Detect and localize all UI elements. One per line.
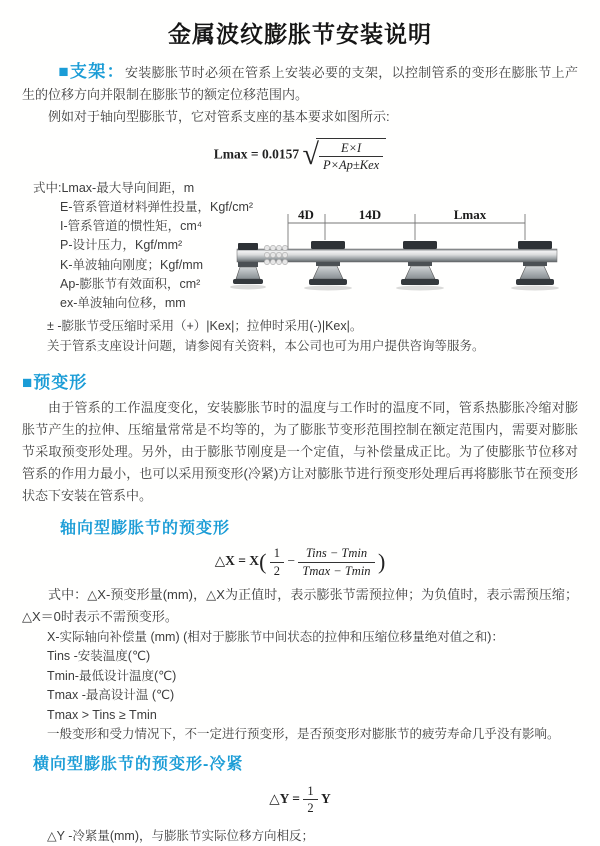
dy-half-denominator: 2 [307,801,314,816]
formula-lmax-radicand [316,138,386,173]
formula-lmax-numerator: E×I [319,141,383,157]
dim-label-14d: 14D [358,206,382,222]
definitions-and-diagram [22,179,578,313]
formula-delta-x [22,546,578,578]
formula-lmax [22,138,578,173]
definition-line: Ap-膨胀节有效面积，cm² [60,276,201,291]
definition-line: I-管系管道的惯性矩，cm⁴ [60,219,203,234]
delta-y-note: △Y -冷紧量(mm)，与膨胀节实际位移方向相反； [47,828,315,843]
axial-note-line: Tmin-最低设计温度(℃) [47,668,177,683]
guide-support [511,241,559,291]
predeform-section [22,368,578,507]
temp-numerator: Tins − Tmin [298,546,374,562]
axial-notes-list [22,628,578,745]
definition-line: E-管系管道材料弹性投量，Kgf/cm² [60,199,254,214]
definition-line: K-单波轴向刚度；Kgf/mm [60,257,204,272]
section-heading-support: ■支架： [58,62,125,81]
section-heading-predeform: ■预变形 [22,373,88,393]
fraction-temperature [298,546,374,578]
axial-note-line: 一般变形和受力情况下，不一定进行预变形，是否预变形对膨胀节的疲劳寿命几乎没有影响。 [47,727,560,742]
radical-sign-icon: √ [302,138,319,172]
axial-note-line: Tins -安装温度(℃) [47,649,151,664]
pipe-support-diagram [235,207,590,303]
half-numerator: 1 [270,546,284,562]
open-paren: ( [259,549,267,575]
close-paren: ) [377,549,386,575]
guide-support [396,241,444,291]
axial-subheading: 轴向型膨胀节的预变形 [60,520,231,538]
formula-lmax-fraction [319,141,383,173]
support-body-text: 安装膨胀节时必须在管系上安装必要的支架，以控制管系的变形在膨胀节上产生的位移方向并限制在膨胀节的额定位移范围内。 [22,65,578,102]
definition-line: 式中:Lmax-最大导向间距，m [33,180,195,195]
temp-denominator: Tmax − Tmin [302,563,371,578]
axial-note-line: X-实际轴向补偿量 (mm) (相对于膨胀节中间状态的拉伸和压缩位移量绝对值之和)： [47,629,504,644]
plus-minus-note: ± -膨胀节受压缩时采用（+）|Kex|；拉伸时采用(-)|Kex|。 [47,319,363,334]
formula-dy-lhs: △Y = [269,790,300,806]
page-title: 金属波纹膨胀节安装说明 [168,21,432,47]
axial-shizhong-note: 式中：△X-预变形量(mm)，△X为正值时，表示膨张节需预拉伸；为负值时，表示需预压缩；△X＝0时表示不需预变形。 [22,586,578,624]
support-paragraph [22,61,578,106]
fraction-one-half [270,546,284,578]
formula-delta-y [22,784,578,816]
dy-half-numerator: 1 [303,784,317,800]
lateral-subheading: 横向型膨胀节的预变形-冷紧 [33,755,244,773]
formula-lmax-denominator: P×Ap±Kex [322,158,380,173]
half-denominator: 2 [273,563,281,578]
definition-line: ex-单波轴向位移，mm [60,295,186,310]
axial-note-line: Tmax -最高设计温 (℃) [47,688,175,703]
consult-note: 关于管系支座设计问题，请参阅有关资料，本公司也可为用户提供咨询等服务。 [47,339,485,354]
predeform-body-text: 由于管系的工作温度变化，安装膨胀节时的温度与工作时的温度不同，管系热膨胀冷缩对膨胀节产生的拉伸、压缩量常常是不均等的，为了膨胀节变形范围控制在额定范围内，需要对膨胀节采取预变形处理。另外，由于膨胀节刚度是一个定值，与补偿量成正比。为了使膨胀节位移对管系的作用力最小，也可以采用预变形(冷紧)方让对膨胀节进行预变形处理后再将膨胀节在预变形状态下安装在管系中。 [22,400,578,504]
axial-note-line: Tmax > Tins ≥ Tmin [47,707,157,722]
dim-label-4d: 4D [298,206,314,222]
formula-lmax-lhs: Lmax = 0.0157 [213,146,300,162]
guide-support [304,241,352,291]
support-example-line: 例如对于轴向型膨胀节，它对管系支座的基本要求如图所示: [48,109,390,124]
formula-dy-rhs: Y [320,790,331,806]
definition-line: P-设计压力，Kgf/mm² [60,238,183,253]
formula-dx-lhs: △X = X [214,553,260,569]
minus-sign: − [287,553,296,569]
fraction-one-half-y [303,784,317,816]
dim-label-lmax: Lmax [453,206,487,222]
